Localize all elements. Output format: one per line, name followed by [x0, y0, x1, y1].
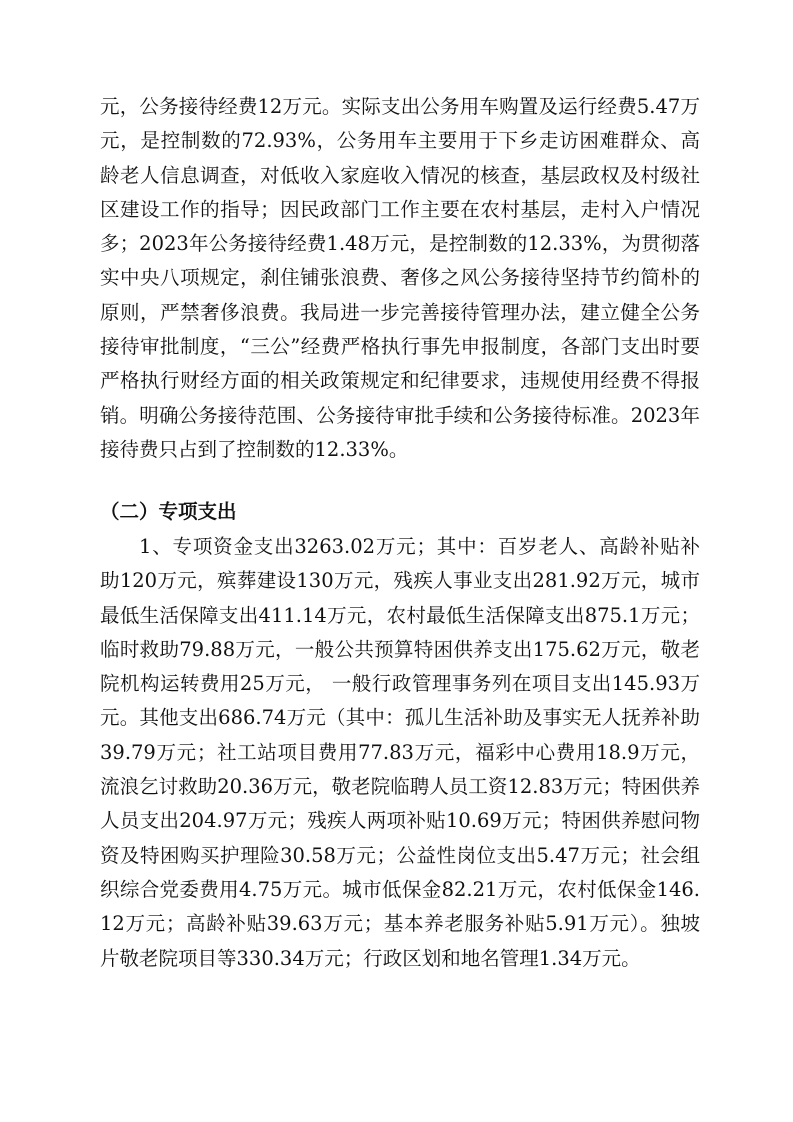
paragraph-special-fund-expenditure: 1、专项资金支出3263.02万元；其中：百岁老人、高龄补贴补助120万元，殡葬建设130万元，残疾人事业支出281.92万元，城市最低生活保障支出411.14万元，农村最低生活保障支出875.1万元；临时救助79.88万元，一般公共预算特困供养支出175.62万元，敬老院机构运转费用25万元， 一般行政管理事务列在项目支出145.93万元。其他支出686.74万元（其中：孤儿生活补助及事实无人抚养补助39.79万元；社工站项目费用77.83万元，福彩中心费用18.9万元，流浪乞讨救助20.36万元，敬老院临聘人员工资12.83万元；特困供养人员支出204.97万元；残疾人两项补贴10.69万元；特困供养慰问物资及特困购买护理险30.58万元；公益性岗位支出5.47万元；社会组织综合党委费用4.75万元。城市低保金82.21万元，农村低保金146.12万元；高龄补贴39.63万元；基本养老服务补贴5.91万元）。独坡片敬老院项目等330.34万元；行政区划和地名管理1.34万元。 [100, 535, 700, 970]
section-heading-special-expenditure: （二）专项支出 [100, 500, 237, 523]
paragraph-official-reception-expenses: 元，公务接待经费12万元。实际支出公务用车购置及运行经费5.47万元，是控制数的72.93%，公务用车主要用于下乡走访困难群众、高龄老人信息调查，对低收入家庭收入情况的核查，基层政权及村级社区建设工作的指导；因民政部门工作主要在农村基层，走村入户情况多；2023年公务接待经费1.48万元，是控制数的12.33%，为贯彻落实中央八项规定，刹住铺张浪费、奢侈之风公务接待坚持节约简朴的原则，严禁奢侈浪费。我局进一步完善接待管理办法，建立健全公务接待审批制度，“三公”经费严格执行事先申报制度，各部门支出时要严格执行财经方面的相关政策规定和纪律要求，违规使用经费不得报销。明确公务接待范围、公务接待审批手续和公务接待标准。2023年接待费只占到了控制数的12.33%。 [100, 95, 700, 461]
